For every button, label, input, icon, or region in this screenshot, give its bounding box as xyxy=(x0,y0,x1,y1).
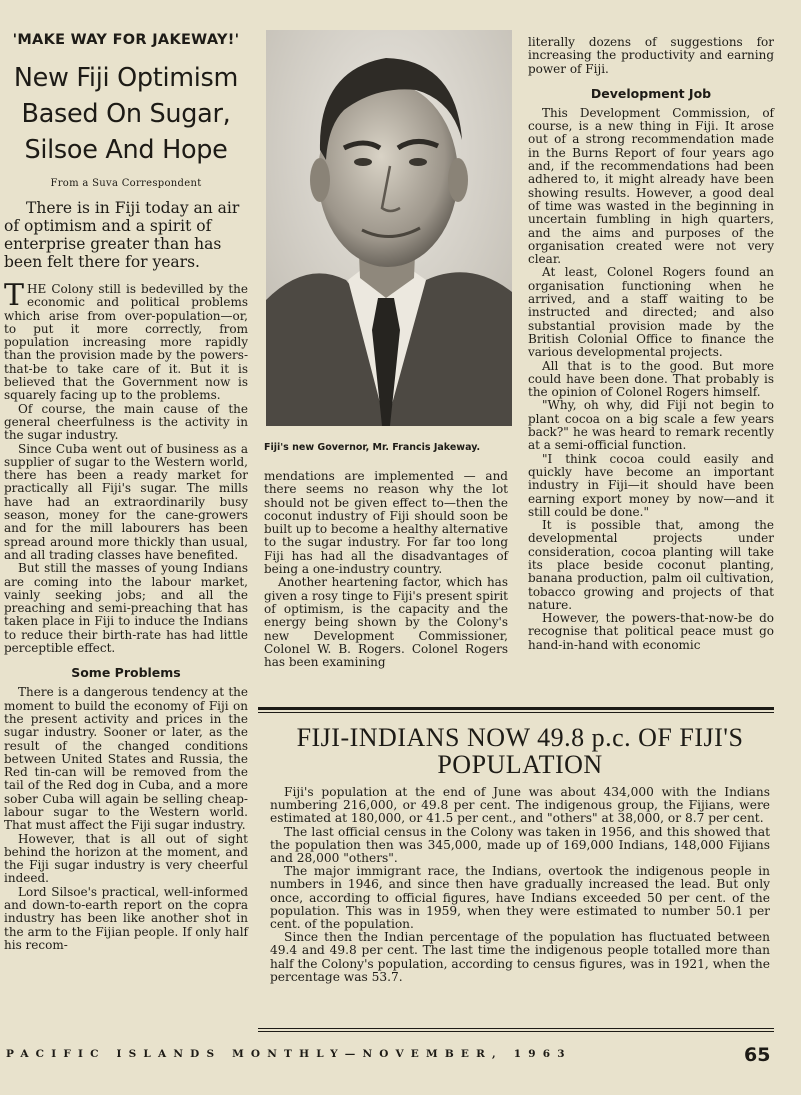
article-paragraph: literally dozens of suggestions for increasing the productivity and earning power of Fiji. xyxy=(528,35,774,76)
article-paragraph: But still the masses of young Indians are coming into the labour market, vainly seeking jobs; and all the preaching and semi-preaching that has taken place in Fiji to induce the Indians to reduce their birth-rate has had little perceptible effect. xyxy=(4,561,248,656)
article-paragraph: "Why, oh why, did Fiji not begin to plant cocoa on a big scale a few years back?" he was heard to remark recently at a semi-official function. xyxy=(528,398,774,453)
article-paragraph: There is a dangerous tendency at the moment to build the economy of Fiji on the present activity and prices in the sugar industry. Sooner or later, as the result of the changed conditions between United States and Russia, the Red tin-can will be removed from the tail of the Red dog in Cuba, and a more sober Cuba will again be selling cheap-labour sugar to the Western world. That must affect the Fiji sugar industry. xyxy=(4,685,248,833)
portrait-illustration xyxy=(266,30,512,426)
article-column-2 xyxy=(264,470,508,669)
paragraph-text: HE Colony still is bedevilled by the economic and political problems which arise from over-population—or, to put it more correctly, from population increasing more rapidly than the provision made by the powers-that-be to take care of it. But it is believed that the Government now is squarely facing up to the problems. xyxy=(4,282,248,403)
sidebar-paragraph: Fiji's population at the end of June was about 434,000 with the Indians numbering 216,000, or 49.8 per cent. The indigenous group, the Fijians, were estimated at 180,000, or 41.5 per cent., and "others" at 38,000, or 8.7 per cent. xyxy=(270,785,770,826)
section-subhead-some-problems: Some Problems xyxy=(71,665,181,681)
article-paragraph: It is possible that, among the developmental projects under consideration, cocoa planting will take its place beside coconut planting, banana production, palm oil cultivation, tobacco growing and projects of that nature. xyxy=(528,518,774,612)
box-bottom-rule-thin xyxy=(258,1031,774,1032)
box-bottom-rule xyxy=(258,1028,774,1029)
article-paragraph: All that is to the good. But more could have been done. That probably is the opinion of Colonel Rogers himself. xyxy=(528,358,774,400)
article-paragraph: Since Cuba went out of business as a supplier of sugar to the Western world, there has been a ready market for practically all Fiji's sugar. The mills have had an extraordinarily busy season, money for the cane-growers and for the mill labourers has been spread around more thickly than usual, and all trading classes have benefited. xyxy=(4,441,248,562)
sidebar-paragraph: The major immigrant race, the Indians, overtook the indigenous people in numbers in 1946, and since then have gradually increased the lead. But only once, according to official figures, have Indians exceeded 50 per cent. of the population. This was in 1959, when they were estimated to number 50.1 per cent. of the population. xyxy=(270,864,770,932)
article-kicker: 'MAKE WAY FOR JAKEWAY!' xyxy=(12,32,240,48)
article-headline: New Fiji Optimism Based On Sugar, Silsoe And Hope xyxy=(13,63,239,165)
article-lede: There is in Fiji today an air of optimism and a spirit of enterprise greater than has been felt there for years. xyxy=(4,199,240,271)
running-footer: PACIFIC ISLANDS MONTHLY—NOVEMBER, 1963 xyxy=(6,1048,572,1060)
population-sidebar xyxy=(270,718,770,984)
article-paragraph: However, that is all out of sight behind the horizon at the moment, and the Fiji sugar industry is very cheerful indeed. xyxy=(4,831,248,886)
article-paragraph: This Development Commission, of course, is a new thing in Fiji. It arose out of a strong recommendation made in the Burns Report of four years ago and, if the recommendations had been adhered to, it might already have been showing results. However, a good deal of time was wasted in the beginning in uncertain fumbling in high quarters, and the aims and purposes of the organisation created were not very clear. xyxy=(528,105,774,267)
article-paragraph: Another heartening factor, which has given a rosy tinge to Fiji's present spirit of optimism, is the capacity and the energy being shown by the Colony's new Development Commissioner, Colonel W. B. Rogers. Colonel Rogers has been examining xyxy=(264,575,508,670)
sidebar-paragraph: Since then the Indian percentage of the population has fluctuated between 49.4 and 49.8 per cent. The last time the indigenous people totalled more than half the Colony's population, according to census figures, was in 1921, when the percentage was 53.7. xyxy=(270,930,770,984)
article-paragraph: At least, Colonel Rogers found an organisation functioning when he arrived, and a staff waiting to be instructed and directed; and also substantial provision made by the British Colonial Office to finance the various developmental projects. xyxy=(528,265,774,360)
sidebar-paragraph: The last official census in the Colony was taken in 1956, and this showed that the population then was 345,000, made up of 169,000 Indians, 148,000 Fijians and 28,000 "others". xyxy=(270,824,770,866)
box-top-rule xyxy=(258,707,774,710)
article-paragraph: Lord Silsoe's practical, well-informed and down-to-earth report on the copra industry has been like another shot in the arm to the Fijian people. If only half his recom- xyxy=(4,884,248,952)
article-column-3 xyxy=(528,36,774,652)
portrait-image xyxy=(266,30,512,426)
sidebar-headline: FIJI-INDIANS NOW 49.8 p.c. OF FIJI'S POPULATION xyxy=(296,723,744,779)
photo-caption: Fiji's new Governor, Mr. Francis Jakeway. xyxy=(264,442,481,453)
article-column-1 xyxy=(4,30,248,952)
article-paragraph: mendations are implemented — and there seems no reason why the lot should not be given effect to—then the coconut industry of Fiji should soon be built up to become a healthy alternative to the sugar industry. For far too long Fiji has had all the disadvantages of being a one-industry country. xyxy=(264,469,508,577)
governor-portrait-photo xyxy=(266,30,512,426)
article-paragraph xyxy=(4,278,248,403)
page-number: 65 xyxy=(744,1044,771,1066)
article-paragraph: "I think cocoa could easily and quickly have become an important industry in Fiji—it should have been earning export money by now—and it still could be done." xyxy=(528,451,774,519)
box-top-rule-thin xyxy=(258,712,774,713)
section-subhead-development-job: Development Job xyxy=(590,85,712,101)
article-paragraph: However, the powers-that-now-be do recognise that political peace must go hand-in-hand with economic xyxy=(528,611,774,652)
article-paragraph: Of course, the main cause of the general cheerfulness is the activity in the sugar industry. xyxy=(4,401,248,443)
drop-cap: T xyxy=(4,278,25,313)
article-byline: From a Suva Correspondent xyxy=(50,178,202,189)
